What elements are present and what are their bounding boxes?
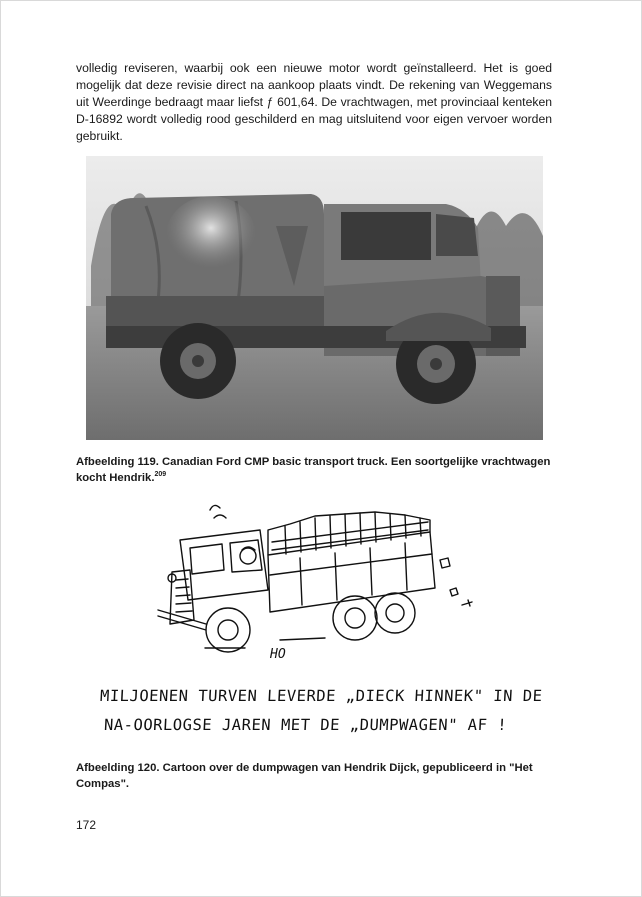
body-paragraph: volledig reviseren, waarbij ook een nieuwe motor wordt geïnstalleerd. Het is goed mogelijk dat deze revisie direct na aankoop plaats vindt. De rekening van Weggemans uit Weerdinge bedraagt maar liefst ƒ 601,64. De vrachtwagen, met provinciaal kenteken D-16892 wordt volledig rood geschilderd en mag uitsluitend voor eigen vervoer worden gebruikt. [76, 61, 552, 143]
cartoon-text-line-1: MILJOENEN TURVEN LEVERDE „DIECK HINNEK" IN DE [99, 687, 543, 705]
dumpwagen-cartoon [150, 500, 490, 675]
figure-119-caption [76, 454, 556, 486]
footnote-ref: 209 [154, 471, 167, 479]
page-number: 172 [76, 818, 97, 832]
cartoon-text-line-2: NA-OORLOGSE JAREN MET DE „DUMPWAGEN" AF ! [103, 716, 508, 734]
figure-120-caption: Afbeelding 120. Cartoon over de dumpwagen van Hendrik Dijck, gepubliceerd in "Het Compas". [76, 762, 533, 790]
figure-119-caption-text: Afbeelding 119. Canadian Ford CMP basic transport truck. Een soortgelijke vrachtwagen kocht Hendrik. [76, 456, 551, 484]
cartoon-signature: HO [270, 647, 286, 662]
truck-photo [86, 156, 543, 440]
truck-photo-image [86, 156, 543, 440]
